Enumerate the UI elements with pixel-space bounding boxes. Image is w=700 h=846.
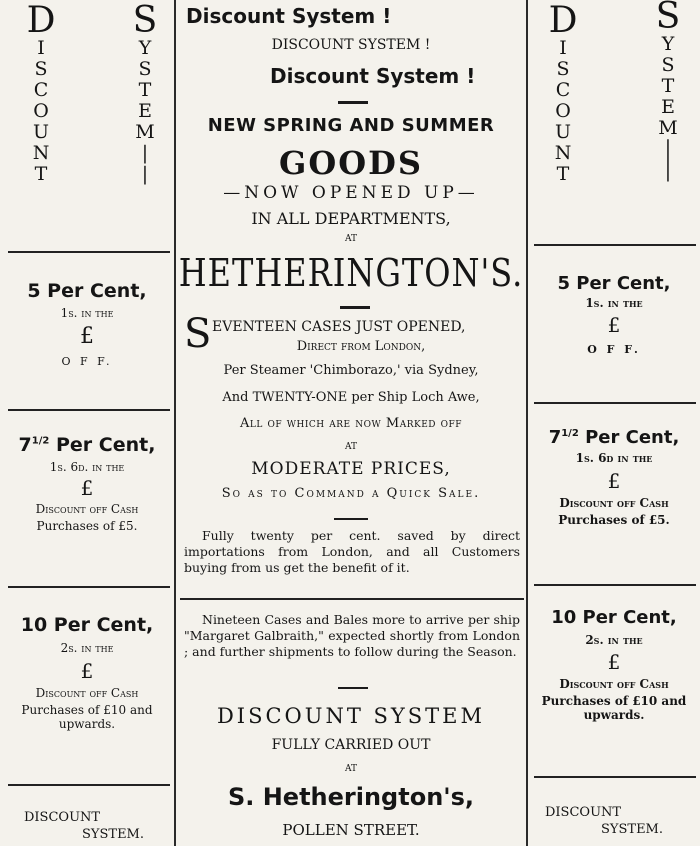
offer-line: 1s. in the — [585, 296, 643, 310]
fully-line: FULLY CARRIED OUT — [271, 737, 431, 753]
off-label: O F F. — [587, 343, 641, 356]
offer-line: 2s. in the — [60, 641, 114, 655]
purchase-terms: Purchases of £10 and — [21, 703, 153, 717]
vertical-letter: U — [32, 121, 49, 143]
discount-label: Discount off Cash — [35, 502, 139, 516]
cases-text: EVENTEEN CASES JUST OPENED, — [212, 319, 466, 335]
vertical-letter: T — [661, 75, 675, 97]
shipments-paragraph: Nineteen Cases and Bales more to arrive per ship "Margaret Galbraith," expected shortly from London ; and further shipments to follow during the Season. — [184, 612, 520, 659]
command-line: So as to Command a Quick Sale. — [221, 486, 481, 501]
vertical-letter: S — [34, 58, 48, 80]
footer-line: SYSTEM. — [601, 822, 663, 837]
headline-text: Per Cent, — [578, 427, 680, 448]
pound-symbol: £ — [607, 469, 621, 493]
left-vertical-system — [130, 0, 160, 185]
direct-line: Direct from London, — [296, 339, 426, 354]
vertical-letter: N — [554, 142, 572, 164]
vertical-letter: | — [141, 142, 149, 164]
purchase-terms-cont: upwards. — [58, 717, 116, 731]
discount-label: Discount off Cash — [559, 496, 669, 510]
right-vertical-discount — [548, 0, 578, 185]
vertical-letter: E — [661, 96, 675, 118]
vertical-letter: | — [664, 134, 672, 183]
vertical-letter: T — [138, 79, 152, 101]
vertical-letter: O — [555, 100, 571, 122]
offer-line: 1s. 6d in the — [575, 451, 653, 465]
vertical-letter: C — [555, 79, 571, 101]
offer-headline: 5 Per Cent, — [557, 273, 671, 294]
purchase-terms: Purchases of £5. — [558, 513, 670, 527]
steamer-line: Per Steamer 'Chimborazo,' via Sydney, — [223, 363, 479, 378]
drop-cap: S — [184, 311, 212, 357]
ship-line: And TWENTY-ONE per Ship Loch Awe, — [222, 390, 480, 405]
goods-heading: GOODS — [279, 144, 423, 182]
divider — [340, 306, 370, 309]
pound-symbol: £ — [80, 476, 94, 500]
right-vertical-system — [653, 0, 683, 183]
divider — [534, 402, 696, 404]
vertical-letter: D — [26, 0, 56, 41]
headline-fraction: 1/2 — [561, 428, 579, 439]
offer-headline — [528, 427, 700, 448]
heading-season: NEW SPRING AND SUMMER — [207, 115, 495, 136]
left-box-5-percent — [0, 280, 174, 368]
vertical-letter: N — [32, 142, 50, 164]
right-box-10-percent — [528, 607, 700, 722]
footer-line: SYSTEM. — [82, 827, 144, 842]
vertical-letter: S — [138, 58, 152, 80]
divider — [334, 518, 368, 520]
divider — [338, 101, 368, 104]
divider — [8, 784, 170, 786]
headline-text: Per Cent, — [49, 434, 156, 456]
pound-symbol: £ — [80, 659, 94, 683]
pound-symbol: £ — [607, 313, 621, 337]
headline-fraction: 1/2 — [31, 435, 50, 447]
offer-headline — [0, 434, 174, 456]
offer-line: 2s. in the — [585, 633, 643, 647]
offer-headline: 10 Per Cent, — [20, 614, 154, 636]
right-box-7-half-percent — [528, 427, 700, 527]
offer-line: 1s. in the — [60, 306, 114, 320]
heading-2: DISCOUNT SYSTEM ! — [271, 37, 431, 53]
purchase-terms: Purchases of £10 and — [541, 694, 687, 708]
divider — [8, 251, 170, 253]
footer-line: DISCOUNT — [545, 805, 622, 820]
left-box-10-percent — [0, 614, 174, 731]
vertical-letter: S — [556, 58, 570, 80]
discount-label: Discount off Cash — [559, 677, 669, 691]
pound-symbol: £ — [607, 650, 621, 674]
left-vertical-discount — [26, 0, 56, 185]
vertical-letter: M — [658, 117, 678, 139]
vertical-letter: I — [559, 37, 567, 59]
divider — [534, 584, 696, 586]
offer-headline: 5 Per Cent, — [27, 280, 147, 302]
footer-line: DISCOUNT — [24, 810, 101, 825]
shop-name: S. Hetherington's, — [227, 783, 475, 811]
at-label: AT — [344, 234, 357, 244]
vertical-letter: U — [554, 121, 571, 143]
vertical-letter: | — [141, 163, 149, 185]
divider — [534, 776, 696, 778]
divider — [180, 598, 524, 600]
vertical-letter: M — [135, 121, 155, 143]
discount-system-banner: DISCOUNT SYSTEM — [216, 704, 486, 728]
departments-line: IN ALL DEPARTMENTS, — [251, 209, 451, 228]
divider — [338, 687, 368, 689]
prices-line: MODERATE PRICES, — [251, 459, 451, 479]
pound-symbol: £ — [80, 324, 94, 349]
off-label: O F F. — [61, 355, 113, 368]
merchant-name: HETHERINGTON'S. — [178, 250, 524, 296]
divider — [8, 409, 170, 411]
offer-line: 1s. 6d. in the — [49, 460, 125, 474]
divider — [534, 244, 696, 246]
left-box-7-half-percent — [0, 434, 174, 533]
at-label: AT — [344, 442, 357, 452]
vertical-letter: S — [655, 0, 681, 37]
divider — [8, 586, 170, 588]
right-box-5-percent — [528, 273, 700, 356]
heading-1: Discount System ! — [186, 4, 392, 28]
vertical-letter: S — [132, 0, 158, 41]
headline-number: 7 — [18, 434, 32, 456]
vertical-letter: T — [34, 163, 48, 185]
vertical-letter: S — [661, 54, 675, 76]
vertical-letter: T — [556, 163, 570, 185]
heading-3: Discount System ! — [270, 64, 476, 88]
vertical-letter: Y — [661, 33, 675, 55]
purchase-terms-cont: upwards. — [583, 708, 645, 722]
vertical-letter: C — [33, 79, 49, 101]
vertical-letter: I — [37, 37, 45, 59]
at-label: AT — [344, 764, 357, 774]
discount-label: Discount off Cash — [35, 686, 139, 700]
street-line: POLLEN STREET. — [282, 821, 420, 839]
offer-headline: 10 Per Cent, — [551, 607, 677, 628]
opened-line: —NOW OPENED UP— — [223, 183, 479, 203]
vertical-letter: D — [548, 0, 578, 41]
vertical-letter: E — [138, 100, 152, 122]
vertical-letter: O — [33, 100, 49, 122]
savings-paragraph: Fully twenty per cent. saved by direct importations from London, and all Customers buying from us get the benefit of it. — [184, 528, 520, 575]
marked-line: All of which are now Marked off — [240, 416, 462, 431]
headline-number: 7 — [548, 427, 562, 448]
purchase-terms: Purchases of £5. — [36, 519, 138, 533]
vertical-letter: Y — [138, 37, 152, 59]
